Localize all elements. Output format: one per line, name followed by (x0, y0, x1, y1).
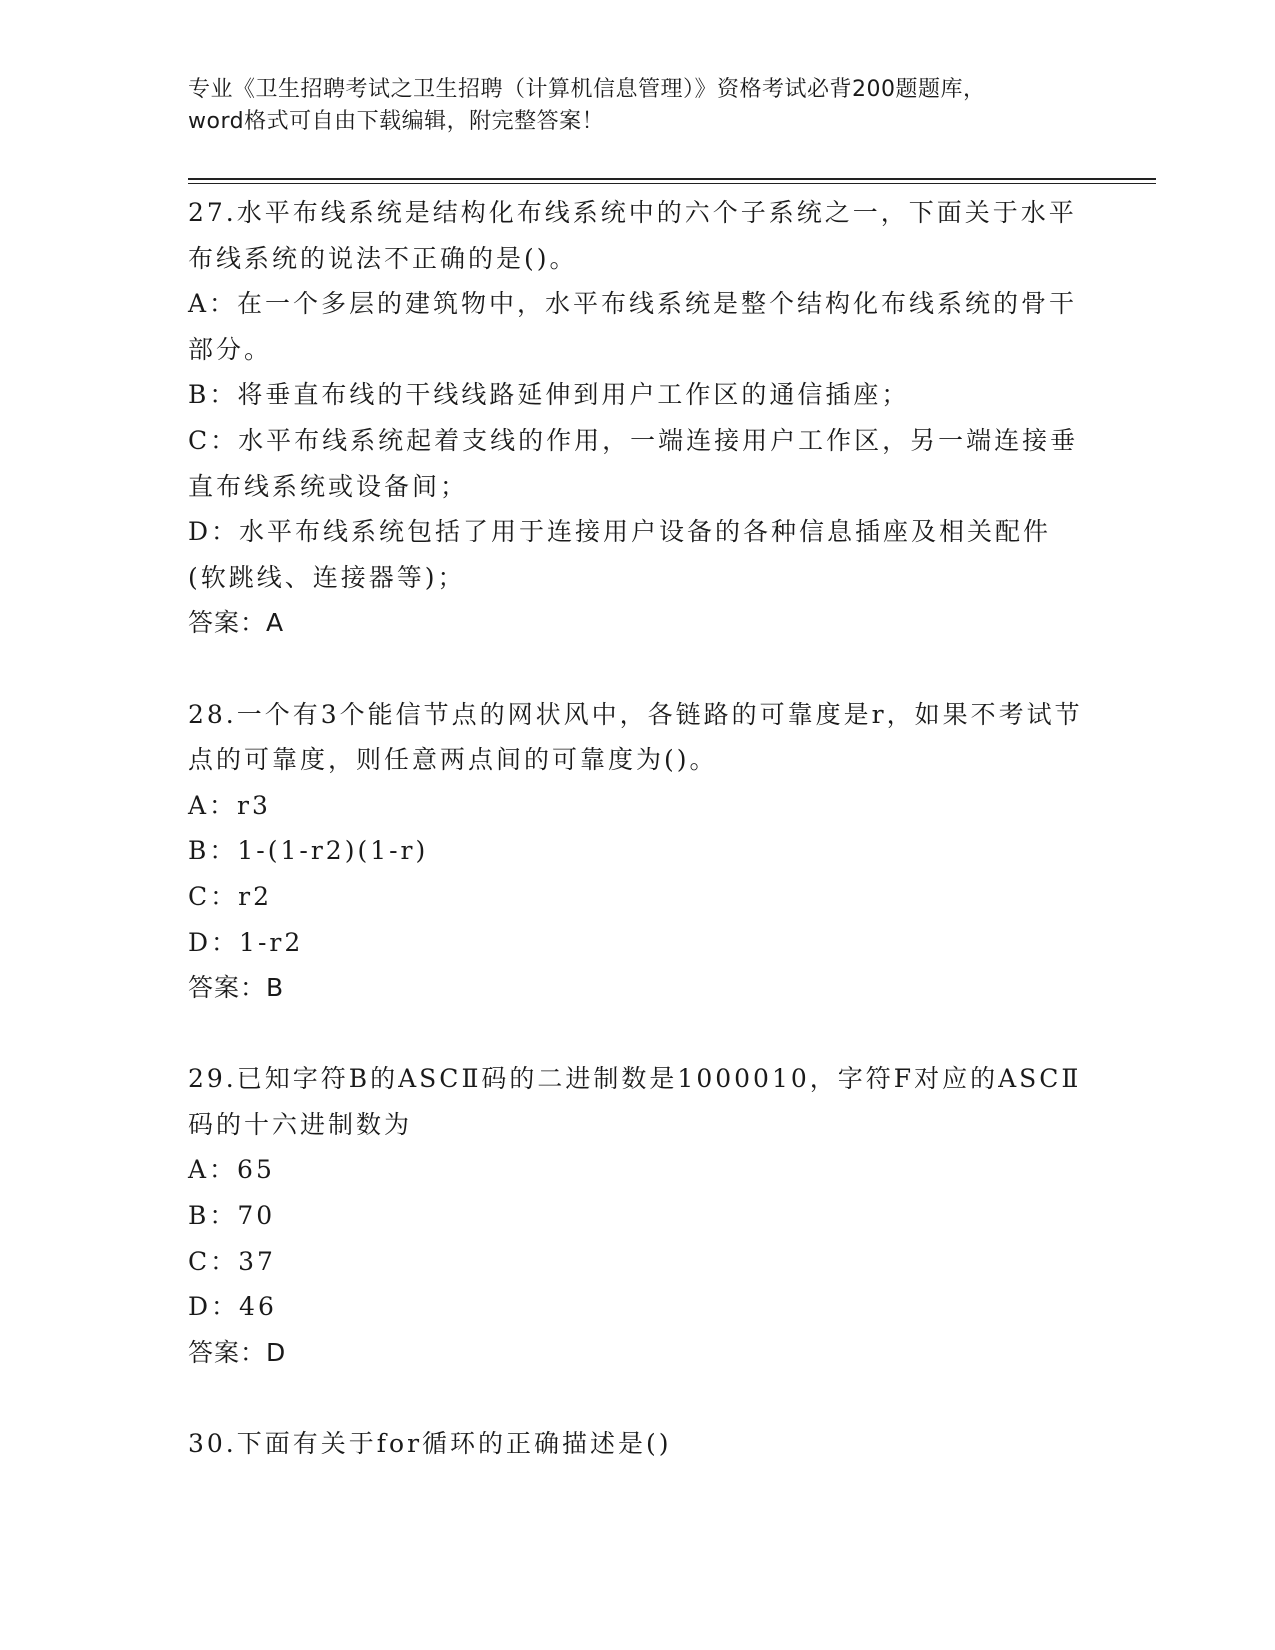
header-divider (188, 178, 1156, 184)
option-a: A：在一个多层的建筑物中，水平布线系统是整个结构化布线系统的骨干部分。 (188, 289, 1078, 364)
question-28 (188, 692, 1088, 1011)
answer: 答案：A (188, 608, 285, 638)
spacer (188, 1375, 1088, 1421)
option-c: C：水平布线系统起着支线的作用，一端连接用户工作区，另一端连接垂直布线系统或设备间； (188, 425, 1079, 501)
question-text: 28.一个有3个能信节点的网状风中，各链路的可靠度是r，如果不考试节点的可靠度，则任意两点间的可靠度为()。 (188, 699, 1083, 775)
question-30 (188, 1421, 1088, 1467)
question-27 (188, 190, 1088, 646)
option-a: A：65 (188, 1155, 275, 1185)
answer: 答案：D (188, 1337, 287, 1367)
spacer (188, 646, 1088, 692)
option-d: D：1-r2 (188, 927, 304, 957)
option-b: B：1-(1-r2)(1-r) (188, 836, 429, 866)
option-d: D：水平布线系统包括了用于连接用户设备的各种信息插座及相关配件(软跳线、连接器等)； (188, 517, 1052, 592)
question-text: 29.已知字符B的ASCⅡ码的二进制数是1000010，字符F对应的ASCⅡ码的十六进制数为 (188, 1064, 1082, 1139)
option-c: C：37 (188, 1246, 276, 1276)
answer: 答案：B (188, 973, 285, 1003)
option-b: B：将垂直布线的干线线路延伸到用户工作区的通信插座； (188, 380, 910, 410)
option-c: C：r2 (188, 881, 272, 911)
option-b: B：70 (188, 1201, 276, 1231)
question-list (188, 190, 1088, 1467)
header-line-2: word格式可自由下载编辑，附完整答案！ (188, 109, 605, 134)
document-header (188, 74, 1088, 138)
option-a: A：r3 (188, 790, 271, 820)
question-text: 30.下面有关于for循环的正确描述是() (188, 1429, 672, 1459)
question-text: 27.水平布线系统是结构化布线系统中的六个子系统之一，下面关于水平布线系统的说法不正确的是()。 (188, 198, 1077, 273)
header-line-1: 专业《卫生招聘考试之卫生招聘（计算机信息管理）》资格考试必背200题题库， (188, 77, 986, 102)
spacer (188, 1011, 1088, 1057)
question-29 (188, 1056, 1088, 1375)
option-d: D：46 (188, 1292, 277, 1322)
